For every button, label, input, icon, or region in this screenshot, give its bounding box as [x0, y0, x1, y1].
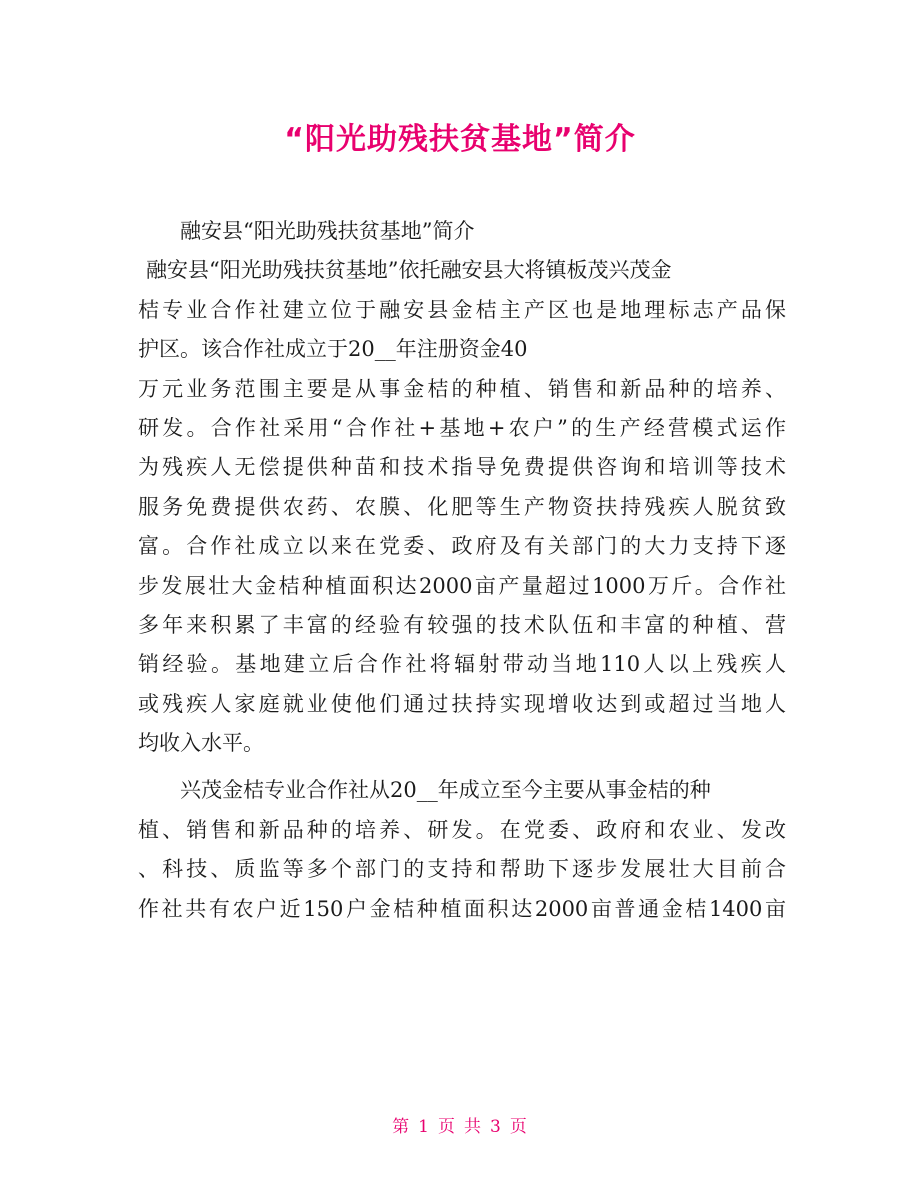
document-title: “阳光助残扶贫基地”简介 — [284, 122, 636, 157]
paragraph-line: 或残疾人家庭就业使他们通过扶持实现增收达到或超过当地人 — [138, 691, 786, 716]
paragraph-line: 研发。合作社采用“合作社+基地+农户”的生产经营模式运作 — [138, 415, 786, 440]
paragraph-line: 为残疾人无偿提供种苗和技术指导免费提供咨询和培训等技术 — [138, 455, 786, 480]
paragraph-line: 多年来积累了丰富的经验有较强的技术队伍和丰富的种植、营 — [138, 612, 786, 637]
paragraph-gap — [138, 763, 786, 771]
footer-total-unit: 页 — [509, 1117, 528, 1137]
paragraph-line: 桔专业合作社建立位于融安县金桔主产区也是地理标志产品保 — [138, 297, 786, 322]
footer-total-pages: 3 — [490, 1117, 502, 1137]
paragraph-line: 均收入水平。 — [138, 731, 264, 756]
footer-total-label: 共 — [464, 1117, 482, 1137]
document-body — [138, 212, 786, 929]
paragraph-line: 护区。该合作社成立于20__年注册资金40 — [138, 337, 528, 362]
footer-page-unit: 页 — [438, 1117, 456, 1137]
page-footer — [0, 1112, 920, 1137]
paragraph-line: 融安县“阳光助残扶贫基地”依托融安县大将镇板茂兴茂金 — [146, 258, 672, 283]
paragraph-line: 销经验。基地建立后合作社将辐射带动当地110人以上残疾人 — [138, 652, 786, 677]
paragraph-line: 步发展壮大金桔种植面积达2000亩产量超过1000万斤。合作社 — [138, 573, 786, 598]
paragraph-line: 万元业务范围主要是从事金桔的种植、销售和新品种的培养、 — [138, 376, 786, 401]
paragraph-line: 作社共有农户近150户金桔种植面积达2000亩普通金桔1400亩 — [138, 896, 786, 921]
footer-page-label: 第 — [392, 1117, 411, 1137]
paragraph-line: 、科技、质监等多个部门的支持和帮助下逐步发展壮大目前合 — [138, 857, 786, 882]
paragraph-line: 富。合作社成立以来在党委、政府及有关部门的大力支持下逐 — [138, 534, 786, 559]
paragraph-line: 植、销售和新品种的培养、研发。在党委、政府和农业、发改 — [138, 817, 786, 842]
paragraph-line: 兴茂金桔专业合作社从20__年成立至今主要从事金桔的种 — [180, 778, 711, 803]
document-subtitle: 融安县“阳光助残扶贫基地”简介 — [180, 219, 475, 243]
footer-current-page: 1 — [418, 1117, 430, 1137]
paragraph-line: 服务免费提供农药、农膜、化肥等生产物资扶持残疾人脱贫致 — [138, 494, 786, 519]
